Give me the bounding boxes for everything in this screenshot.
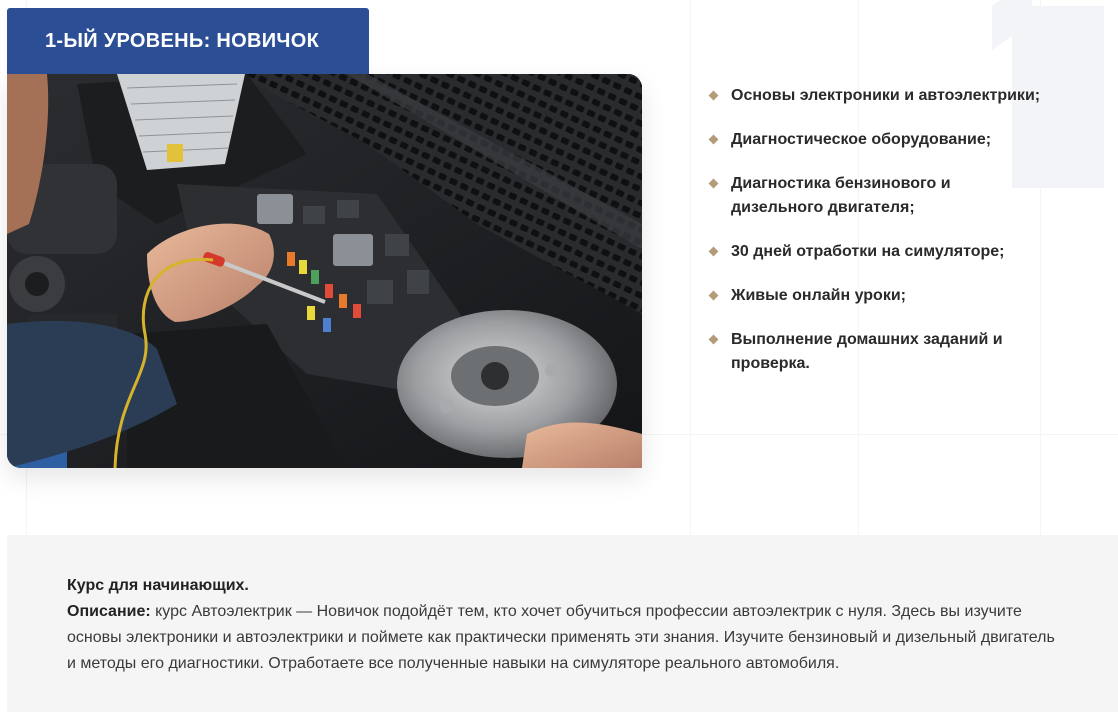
- grid-line: [690, 0, 691, 540]
- description-paragraph: [67, 599, 1057, 677]
- course-photo: [7, 74, 642, 468]
- diamond-bullet-icon: [709, 291, 719, 301]
- car-engine-fusebox-icon: [7, 74, 642, 468]
- feature-item: Живые онлайн уроки;: [709, 284, 1099, 308]
- feature-item: 30 дней отработки на симуляторе;: [709, 240, 1099, 264]
- level-badge-label: 1-ЫЙ УРОВЕНЬ: НОВИЧОК: [45, 29, 320, 52]
- feature-item: Выполнение домашних заданий и проверка.: [709, 328, 1099, 376]
- description-title: Курс для начинающих.: [67, 577, 249, 594]
- description-label: Описание:: [67, 603, 151, 620]
- level-badge: [7, 8, 369, 74]
- feature-item: Диагностическое оборудование;: [709, 128, 1099, 152]
- diamond-bullet-icon: [709, 335, 719, 345]
- description-panel: [7, 535, 1118, 712]
- description-text: курс Автоэлектрик — Новичок подойдёт тем, кто хочет обучиться профессии автоэлектрик с нуля. Здесь вы изучите основы электроники и автоэлектрики и поймете как практически применять эти знания. Изучите бензиновый и дизельный двигатель и методы его диагностики. Отработаете все полученные навыки на симуляторе реального автомобиля.: [67, 603, 1055, 672]
- features-list: [709, 84, 1099, 396]
- feature-item: Диагностика бензинового и дизельного двигателя;: [709, 172, 1099, 220]
- description-content: [67, 573, 1057, 677]
- diamond-bullet-icon: [709, 179, 719, 189]
- diamond-bullet-icon: [709, 247, 719, 257]
- diamond-bullet-icon: [709, 91, 719, 101]
- feature-item: Основы электроники и автоэлектрики;: [709, 84, 1099, 108]
- diamond-bullet-icon: [709, 135, 719, 145]
